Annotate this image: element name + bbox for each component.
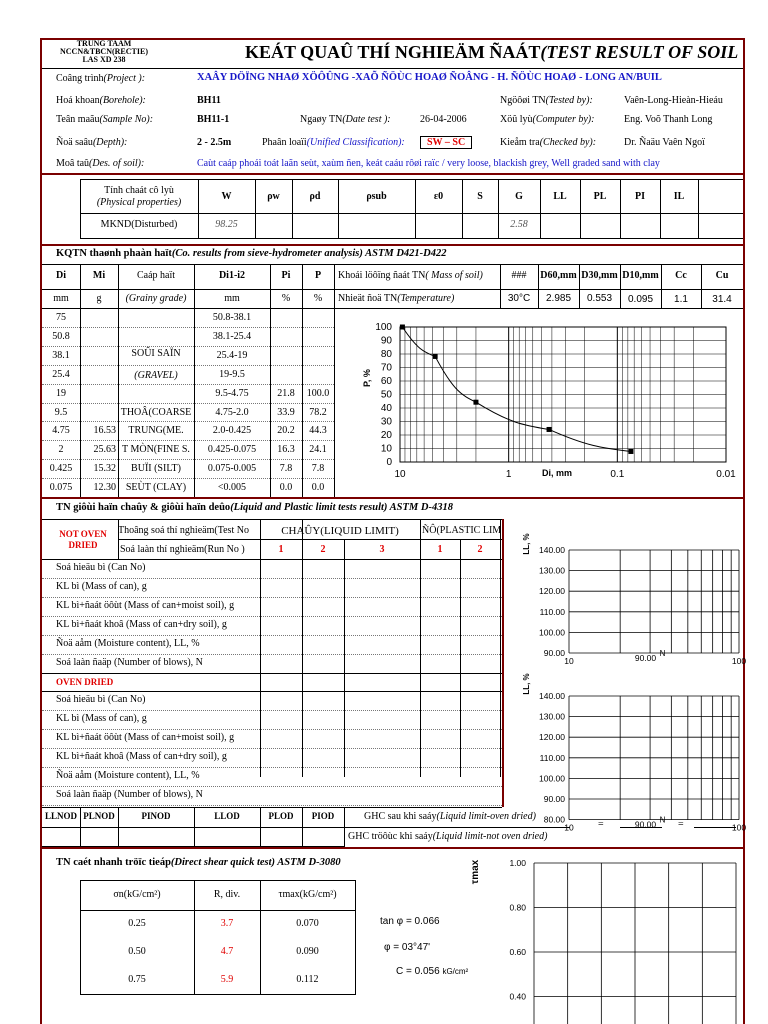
phys-g-value: 2.58 xyxy=(510,219,528,230)
sieve-cell-di: 38.1 xyxy=(52,349,70,361)
phys-w-value: 98.25 xyxy=(215,219,238,230)
sieve-cell-di: 9.5 xyxy=(54,406,68,418)
x-tick-label: 0.1 xyxy=(610,469,625,480)
chart-ylabel: P, % xyxy=(362,369,372,387)
ll-y-tick: 90.00 xyxy=(543,648,565,658)
run-2: 2 xyxy=(320,544,326,555)
sieve-cell-pi: 16.3 xyxy=(277,444,295,456)
ll-y-tick: 100.00 xyxy=(539,773,565,784)
sieve-u-pi: % xyxy=(281,293,291,304)
phys-h-rhow: ρw xyxy=(267,191,280,202)
cc-label: Cc xyxy=(675,270,687,281)
eq-2: = xyxy=(678,819,684,830)
sieve-cell-di: 25.4 xyxy=(52,368,70,380)
ll-chart-not-oven xyxy=(505,522,745,670)
sieve-cell-mi: 16.53 xyxy=(93,425,116,437)
sieve-cell-p: 78.2 xyxy=(309,406,327,418)
phys-h-rhosub: ρsub xyxy=(366,191,387,202)
sieve-h-grade: Caáp haït xyxy=(136,270,176,281)
shear-table xyxy=(80,880,356,995)
sieve-cell-range: 0.425-0.075 xyxy=(207,444,257,456)
ll-chart-oven xyxy=(505,666,747,833)
sample-label: Teân maãu(Sample No): xyxy=(56,114,154,125)
x-tick-label: 10 xyxy=(394,469,406,480)
sum-ll-nod: LLNOD xyxy=(44,811,77,821)
phi-value: φ = 03°47' xyxy=(384,942,431,953)
sieve-u-range: mm xyxy=(224,293,240,304)
mass-value: ### xyxy=(511,270,527,281)
depth-value: 2 - 2.5m xyxy=(197,137,232,148)
phys-h-il: IL xyxy=(673,191,685,202)
shear-cell-t: 0.070 xyxy=(296,918,319,929)
grain-size-curve xyxy=(402,327,630,451)
sieve-cell-di: 0.425 xyxy=(49,463,73,475)
sieve-cell-di: 50.8 xyxy=(52,330,70,342)
shear-cell-t: 0.112 xyxy=(296,974,319,985)
ll-y-tick: 120.00 xyxy=(539,586,565,597)
sieve-cell-pi: 0.0 xyxy=(279,482,293,494)
shear-cell-t: 0.090 xyxy=(296,946,319,957)
ll2-ylabel: LL, % xyxy=(522,673,531,695)
ll-x-left: 10 xyxy=(564,656,574,666)
x-tick-label: 0.01 xyxy=(716,469,736,480)
atterberg-row-label: Soá laàn ñaäp (Number of blows), N xyxy=(56,789,203,800)
shear-cell-r: 4.7 xyxy=(220,946,234,957)
atterberg-row-label: KL bì+ñaát khoâ (Mass of can+dry soil), g xyxy=(56,751,227,762)
y-tick-label: 70 xyxy=(380,362,392,374)
tan-phi: tan φ = 0.066 xyxy=(380,916,440,927)
shear-h-r: R, div. xyxy=(213,889,241,900)
d30-value: 0.553 xyxy=(586,293,613,304)
phys-h-pi: PI xyxy=(635,191,645,202)
sieve-cell-range: 0.075-0.005 xyxy=(207,463,257,475)
tau-label: τmax xyxy=(470,859,481,885)
shear-h-tau: τmax(kG/cm²) xyxy=(278,889,337,900)
sieve-cell-p: 44.3 xyxy=(309,425,327,437)
tested-value: Vaên-Long-Hieàn-Hieáu xyxy=(624,95,723,106)
sieve-u-p: % xyxy=(313,293,323,304)
sieve-cell-mi: 15.32 xyxy=(93,463,116,475)
sieve-cell-grade: THOÂ(COARSE xyxy=(120,406,192,418)
phys-h-w: W xyxy=(221,191,232,202)
sieve-cell-di: 0.075 xyxy=(49,482,73,494)
sum-pl-od: PLOD xyxy=(268,811,294,821)
depth-label: Ñoä saâu(Depth): xyxy=(56,137,128,148)
run-pl-2: 2 xyxy=(477,544,483,555)
shear-cell-r: 3.7 xyxy=(220,918,234,929)
not-oven-dried-label: NOT OVEN DRIED xyxy=(59,529,107,550)
date-value: 26-04-2006 xyxy=(420,114,467,125)
phys-h-e0: ε0 xyxy=(433,191,444,202)
oven-dried-label: OVEN DRIED xyxy=(56,677,114,687)
phys-label1: Tính chaát cô lyù xyxy=(104,185,174,196)
d60-label: D60,mm xyxy=(540,270,577,281)
sieve-cell-range: 38.1-25.4 xyxy=(212,330,252,342)
ghc-oven-label: GHC sau khi saáy(Liquid limit-oven dried) xyxy=(364,811,536,822)
sieve-h-range: Di1-i2 xyxy=(218,270,246,281)
run-pl-1: 1 xyxy=(437,544,443,555)
ll-n-label: N xyxy=(659,649,666,658)
phys-h-pl: PL xyxy=(593,191,607,202)
shear-cell-s: 0.75 xyxy=(128,974,146,985)
data-point xyxy=(547,427,552,432)
atterberg-row-label: Soá laàn ñaäp (Number of blows), N xyxy=(56,657,203,668)
sum-pi-od: PIOD xyxy=(311,811,335,821)
pl-head: ÑÔ(PLASTIC LIM xyxy=(422,525,502,536)
d10-value: 0.095 xyxy=(627,294,654,305)
cu-value: 31.4 xyxy=(712,294,732,305)
shear-cell-s: 0.50 xyxy=(128,946,146,957)
y-tick-label: 50 xyxy=(380,389,392,401)
run-3: 3 xyxy=(379,544,385,555)
sieve-u-mi: g xyxy=(96,293,102,304)
test-no-label: Thoâng soá thí nghieäm(Test No xyxy=(118,525,249,536)
mass-label: Khoái löôïng ñaát TN( Mass of soil) xyxy=(338,270,483,281)
ll-x-mid: 90.00 xyxy=(634,819,657,830)
atterberg-row-label: KL bì (Mass of can), g xyxy=(56,581,147,592)
sieve-cell-range: 4.75-2.0 xyxy=(215,406,249,418)
temp-label: Nhieät ñoä TN(Temperature) xyxy=(338,293,455,304)
sieve-cell-p: 24.1 xyxy=(309,444,327,456)
y-tick-label: 60 xyxy=(380,376,392,387)
d10-label: D10,mm xyxy=(622,270,659,281)
y-tick-label: 80 xyxy=(380,349,392,360)
sieve-cell-di: 4.75 xyxy=(52,425,70,437)
sieve-cell-range: 2.0-0.425 xyxy=(212,425,252,437)
ll-x-mid: 90.00 xyxy=(634,653,657,663)
data-point xyxy=(433,354,438,359)
eq-1: = xyxy=(598,819,604,830)
desc-label: Moâ taû(Des. of soil): xyxy=(56,158,145,169)
sieve-title: KQTN thaønh phaàn haït(Co. results from sieve-hydrometer analysis) ASTM D421-D422 xyxy=(56,248,447,259)
atterberg-row-label: Soá hieäu bì (Can No) xyxy=(56,562,146,573)
ll-n-label: N xyxy=(659,815,666,825)
title-main: KEÁT QUAÛ THÍ NGHIEÄM ÑAÁT xyxy=(245,42,541,62)
atterberg-row-label: KL bì+ñaát khoâ (Mass of can+dry soil), g xyxy=(56,619,227,630)
sieve-gravel-en: (GRAVEL) xyxy=(134,370,178,381)
ll-x-left: 10 xyxy=(564,822,574,833)
shear-cell-s: 0.25 xyxy=(128,918,146,929)
ll-y-tick: 110.00 xyxy=(539,606,565,617)
sample-value: BH11-1 xyxy=(197,114,230,125)
sum-ll-od: LLOD xyxy=(214,811,240,821)
borehole-label: Hoá khoan(Borehole): xyxy=(56,95,146,106)
sieve-cell-di: 75 xyxy=(56,312,66,323)
checked-label: Kieåm tra(Checked by): xyxy=(500,137,597,148)
ll-y-tick: 140.00 xyxy=(539,691,565,701)
sieve-cell-pi: 33.9 xyxy=(277,406,295,418)
sieve-cell-p: 0.0 xyxy=(311,482,325,494)
sieve-gravel: SOÛI SAÏN xyxy=(131,348,181,359)
data-point xyxy=(400,325,405,330)
sieve-cell-pi: 21.8 xyxy=(277,387,295,399)
cc-value: 1.1 xyxy=(674,294,688,305)
phys-label2: (Physical properties) xyxy=(96,197,182,208)
sieve-cell-mi: 12.30 xyxy=(93,482,116,494)
org-line2: NCCN&TBCN(RECTIE) xyxy=(59,47,148,56)
ll-x-right: 100 xyxy=(731,822,747,833)
ll-y-tick: 80.00 xyxy=(543,814,565,825)
atterberg-row-label: KL bì+ñaát öôùt (Mass of can+moist soil), g xyxy=(56,600,235,611)
y-tick-label: 0 xyxy=(386,457,392,468)
checked-value: Dr. Ñaäu Vaên Ngoï xyxy=(624,137,705,148)
atterberg-row-label: KL bì+ñaát öôùt (Mass of can+moist soil), g xyxy=(56,732,235,743)
atterberg-title: TN giôùi haïn chaûy & giôùi haïn deûo(Liquid and Plastic limit tests result) ASTM D-4318 xyxy=(56,502,453,513)
y-tick-label: 100 xyxy=(375,322,392,333)
sieve-cell-range: 50.8-38.1 xyxy=(212,312,252,323)
c-value: C = 0.056 kG/cm² xyxy=(396,966,469,977)
sieve-cell-p: 100.0 xyxy=(306,387,330,399)
phys-h-g: G xyxy=(515,191,523,202)
sieve-u-grade: (Grainy grade) xyxy=(125,293,187,304)
sieve-h-di: Di xyxy=(56,270,66,281)
sieve-cell-range: 25.4-19 xyxy=(216,349,248,361)
phys-row-label: MKND(Disturbed) xyxy=(100,219,178,230)
physical-properties-table xyxy=(80,179,743,239)
sieve-cell-di: 2 xyxy=(58,444,64,456)
computer-label: Xöû lyù(Computer by): xyxy=(500,114,595,125)
ll1-ylabel: LL, % xyxy=(522,533,531,555)
grain-size-chart xyxy=(334,308,743,497)
sieve-cell-grade: T MÒN(FINE S. xyxy=(122,444,190,456)
sieve-cell-range: <0.005 xyxy=(217,482,247,494)
sieve-cell-pi: 20.2 xyxy=(277,425,295,437)
sieve-params xyxy=(334,264,743,308)
phys-h-rhod: ρd xyxy=(309,191,321,202)
y-tick-label: 10 xyxy=(380,443,392,455)
phys-h-ll: LL xyxy=(553,191,567,202)
computer-value: Eng. Voõ Thanh Long xyxy=(624,114,713,125)
page-title xyxy=(245,42,745,63)
sieve-cell-mi: 25.63 xyxy=(93,444,116,456)
y-tick-label: 40 xyxy=(380,403,392,414)
run-no-label: Soá laàn thí nghieäm(Run No ) xyxy=(120,544,245,555)
tested-label: Ngöôøi TN(Tested by): xyxy=(500,95,593,106)
shear-y-tick: 0.60 xyxy=(509,947,526,957)
temp-value: 30°C xyxy=(507,293,531,304)
shear-chart xyxy=(466,852,745,1024)
atterberg-row-label: Ñoä aåm (Moisture content), LL, % xyxy=(56,770,200,781)
sieve-cell-grade: TRUNG(ME. xyxy=(128,425,184,437)
d30-label: D30,mm xyxy=(581,270,618,281)
shear-h-sigma: σn(kG/cm²) xyxy=(113,889,161,900)
sieve-u-di: mm xyxy=(53,293,69,304)
sieve-cell-range: 9.5-4.75 xyxy=(215,387,249,399)
shear-cell-r: 5.9 xyxy=(220,974,234,985)
ll-y-tick: 110.00 xyxy=(539,752,565,763)
sieve-h-pi: Pi xyxy=(281,270,291,281)
sieve-cell-grade: BUÏI (SILT) xyxy=(131,463,181,475)
class-label: Phaân loaïi(Unified Classification): xyxy=(262,137,405,148)
atterberg-row-label: KL bì (Mass of can), g xyxy=(56,713,147,724)
sieve-cell-range: 19-9.5 xyxy=(219,368,245,380)
org-line3: LAS XD 238 xyxy=(82,55,126,64)
sieve-table xyxy=(42,264,334,497)
ll-y-tick: 90.00 xyxy=(543,794,565,804)
ll-head: CHAÛY(LIQUID LIMIT) xyxy=(281,525,399,537)
project-value: XAÂY DÖÏNG NHAØ XÖÔÛNG -XAÕ ÑÖÙC HOAØ ÑOÂNG - H. ÑÖÙC HOAØ - LONG AN/BUIL xyxy=(197,72,662,83)
run-1: 1 xyxy=(278,544,284,555)
date-label: Ngaøy TN(Date test ): xyxy=(300,114,391,125)
d60-value: 2.985 xyxy=(545,293,572,304)
sum-pi-nod: PINOD xyxy=(141,811,171,821)
sieve-h-mi: Mi xyxy=(92,270,106,281)
shear-title: TN caét nhanh tröïc tieáp(Direct shear quick test) ASTM D-3080 xyxy=(56,857,341,868)
ghc-not-oven-label: GHC tröôùc khi saáy(Liquid limit-not oven dried) xyxy=(348,831,548,842)
sieve-cell-grade: SEÙT (CLAY) xyxy=(125,482,187,494)
ll-x-right: 100 xyxy=(731,656,747,666)
title-en: (TEST RESULT OF SOIL xyxy=(540,42,739,62)
ll-y-tick: 130.00 xyxy=(539,565,565,576)
y-tick-label: 20 xyxy=(380,430,392,441)
phys-h-s: S xyxy=(477,191,483,202)
summary-table xyxy=(42,807,342,847)
y-tick-label: 90 xyxy=(380,335,392,347)
org-block xyxy=(44,40,164,64)
project-label: Coâng trình(Project ): xyxy=(56,73,146,84)
ll-y-tick: 140.00 xyxy=(539,545,565,555)
sieve-h-p: P xyxy=(314,270,322,281)
sieve-cell-pi: 7.8 xyxy=(279,463,293,475)
data-point xyxy=(628,449,633,454)
y-tick-label: 30 xyxy=(380,416,392,428)
class-value: SW – SC xyxy=(420,136,472,149)
atterberg-row-label: Ñoä aåm (Moisture content), LL, % xyxy=(56,638,200,649)
atterberg-row-label: Soá hieäu bì (Can No) xyxy=(56,694,146,705)
borehole-value: BH11 xyxy=(197,95,221,106)
ll-y-tick: 100.00 xyxy=(539,627,565,638)
shear-y-tick: 0.80 xyxy=(509,902,526,913)
x-tick-label: 1 xyxy=(505,469,512,480)
sieve-cell-di: 19 xyxy=(56,387,66,399)
chart-xlabel: Di, mm xyxy=(542,468,573,478)
desc-value: Caùt caáp phoái toát laãn seùt, xaùm ñen, keát caáu rôøi raïc / very loose, blackish grey, Well graded sand with clay xyxy=(197,158,660,169)
sum-pl-nod: PLNOD xyxy=(83,811,115,821)
cu-label: Cu xyxy=(715,270,729,281)
shear-y-tick: 1.00 xyxy=(509,858,526,868)
shear-y-tick: 0.40 xyxy=(509,991,526,1002)
sieve-cell-p: 7.8 xyxy=(311,463,325,475)
org-line1: TRUNG TAAM xyxy=(76,39,132,48)
ll-y-tick: 130.00 xyxy=(539,711,565,722)
data-point xyxy=(473,400,478,405)
ll-y-tick: 120.00 xyxy=(539,732,565,743)
